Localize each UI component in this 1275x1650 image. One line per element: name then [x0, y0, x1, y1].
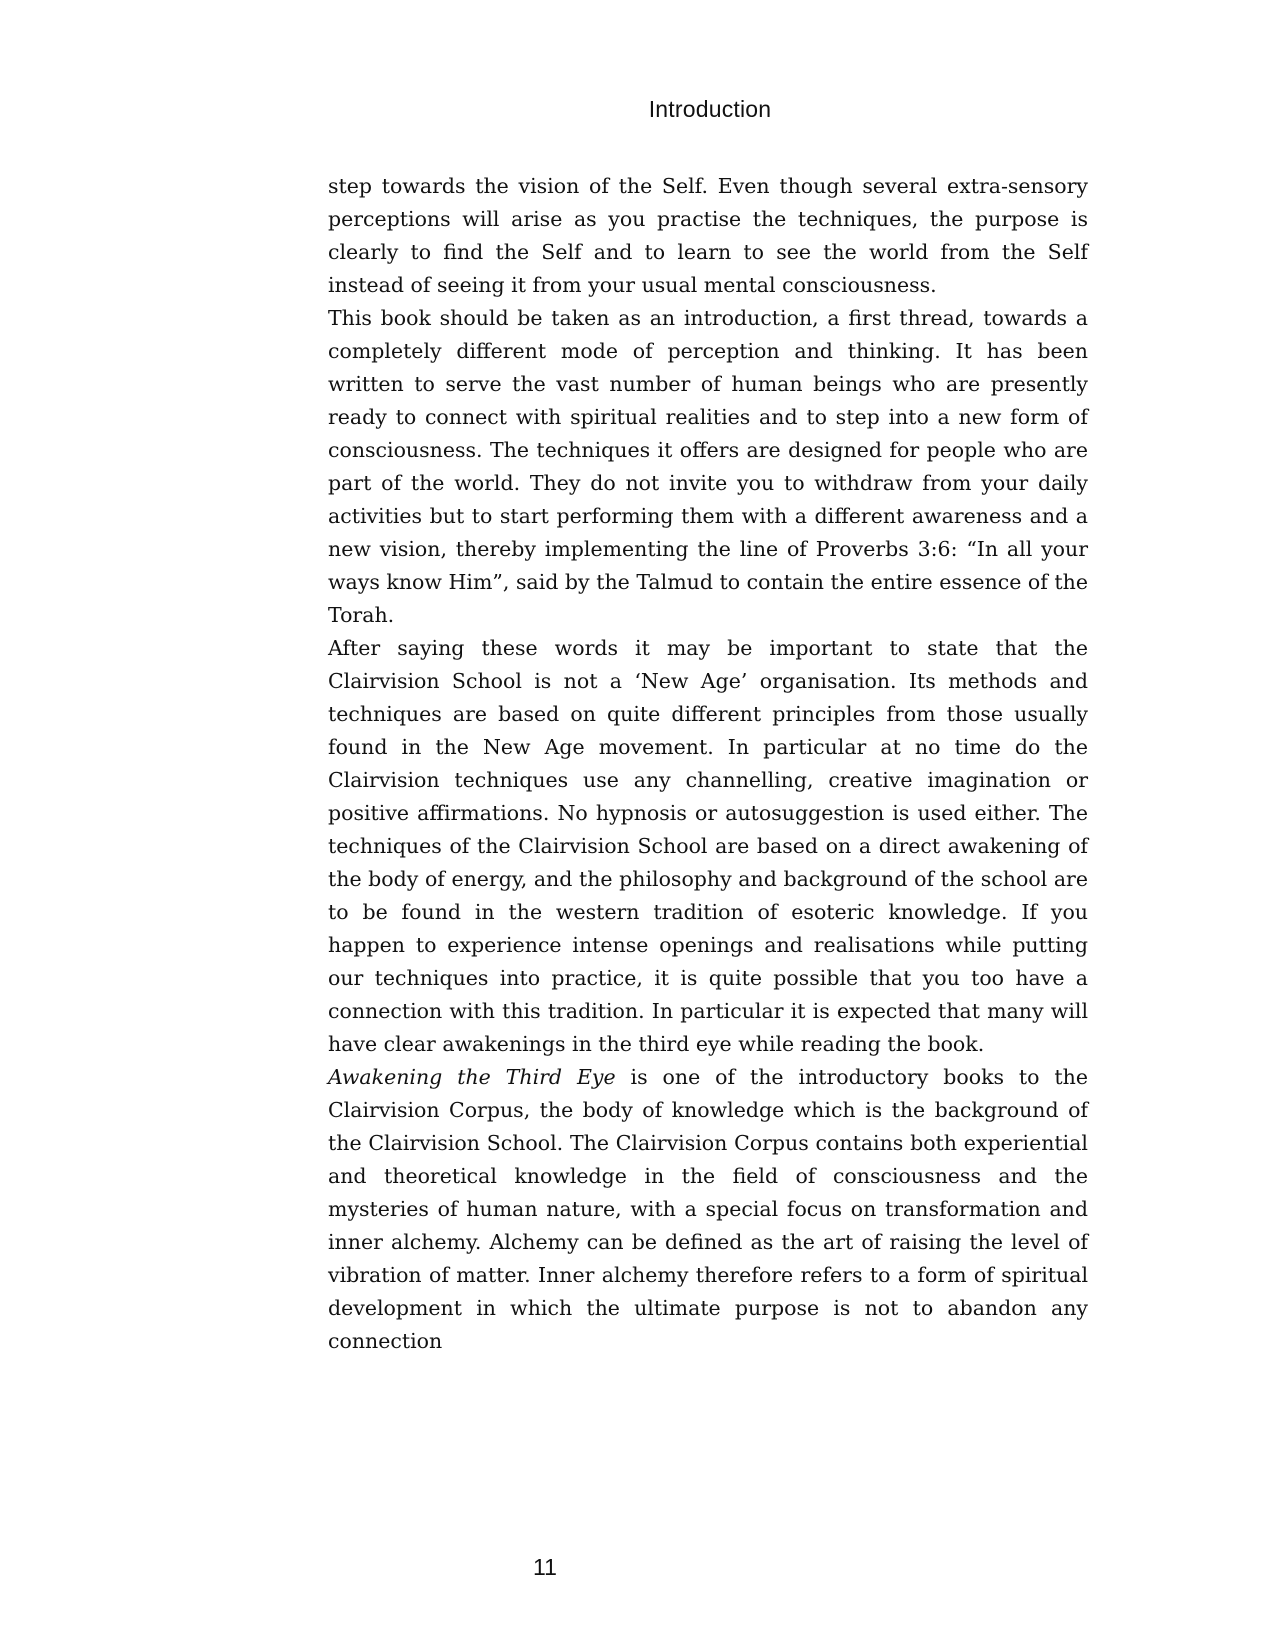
paragraph-2: This book should be taken as an introduction, a first thread, towards a completely different mode of perception and thinking. It has been written to serve the vast number of human beings who are presently ready to connect with spiritual realities and to step into a new form of consciousness. The techniques it offers are designed for people who are part of the world. They do not invite you to withdraw from your daily activities but to start performing them with a different awareness and a new vision, thereby implementing the line of Proverbs 3:6: “In all your ways know Him”, said by the Talmud to contain the entire essence of the Torah.	[328, 306, 1088, 627]
paragraph-4-text: is one of the introductory books to the Clairvision Corpus, the body of knowledge which is the background of the Clairvision School. The Clairvision Corpus contains both experiential and theoretical knowledge in the field of consciousness and the mysteries of human nature, with a special focus on transformation and inner alchemy. Alchemy can be defined as the art of raising the level of vibration of matter. Inner alchemy therefore refers to a form of spiritual development in which the ultimate purpose is not to abandon any connection	[328, 1065, 1088, 1353]
body-text	[328, 170, 1088, 1358]
paragraph-4	[328, 1061, 1088, 1358]
running-header: Introduction	[648, 96, 772, 122]
book-title-italic: Awakening the Third Eye	[328, 1065, 616, 1089]
paragraph-3: After saying these words it may be important to state that the Clairvision School is not a ‘New Age’ organisation. Its methods and techniques are based on quite different principles from those usually found in the New Age movement. In particular at no time do the Clairvision techniques use any channelling, creative imagination or positive affirmations. No hypnosis or autosuggestion is used either. The techniques of the Clairvision School are based on a direct awakening of the body of energy, and the philosophy and background of the school are to be found in the western tradition of esoteric knowledge. If you happen to experience intense openings and realisations while putting our techniques into practice, it is quite possible that you too have a connection with this tradition. In particular it is expected that many will have clear awakenings in the third eye while reading the book.	[328, 636, 1088, 1056]
paragraph-1: step towards the vision of the Self. Even though several extra-sensory perceptions will arise as you practise the techniques, the purpose is clearly to find the Self and to learn to see the world from the Self instead of seeing it from your usual mental consciousness.	[328, 174, 1088, 297]
page-number: 11	[533, 1554, 557, 1580]
